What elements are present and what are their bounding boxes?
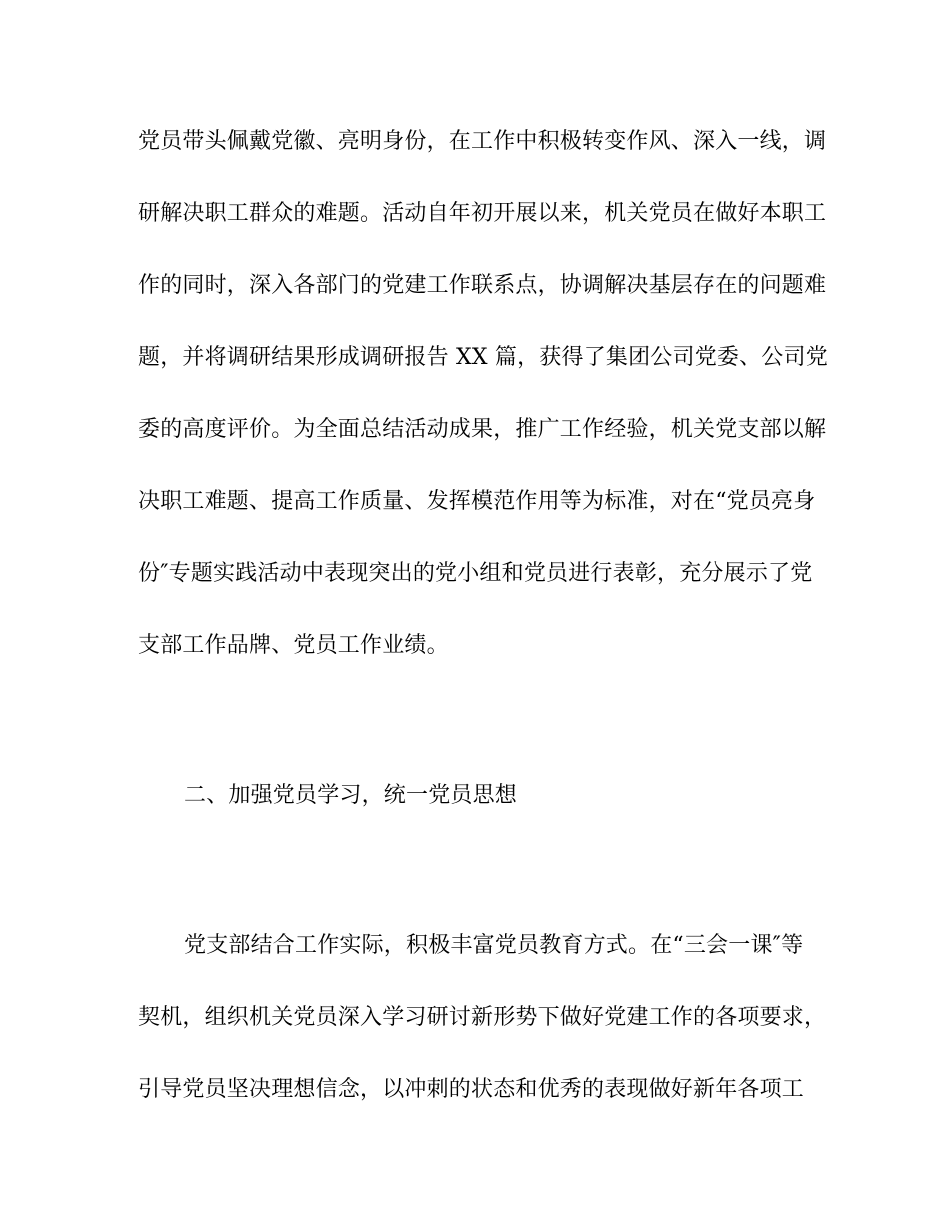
paragraph-1-line-6: 决职工难题、提高工作质量、发挥模范作用等为标准，对在“党员亮身 [138,489,816,514]
paragraph-1-line-1: 党员带头佩戴党徽、亮明身份，在工作中积极转变作风、深入一线，调 [138,129,827,154]
paragraph-2-line-3: 引导党员坚决理想信念，以冲刺的状态和优秀的表现做好新年各项工 [138,1077,805,1102]
paragraph-1-line-8: 支部工作品牌、党员工作业绩。 [138,633,449,658]
paragraph-2-line-1: 党支部结合工作实际，积极丰富党员教育方式。在“三会一课″等 [184,933,804,958]
paragraph-1-line-2: 研解决职工群众的难题。活动自年初开展以来，机关党员在做好本职工 [138,201,827,226]
section-heading-2: 二、加强党员学习，统一党员思想 [184,783,518,808]
paragraph-1-line-5: 委的高度评价。为全面总结活动成果，推广工作经验，机关党支部以解 [138,417,827,442]
paragraph-1-line-3: 作的同时，深入各部门的党建工作联系点，协调解决基层存在的问题难 [138,273,827,298]
paragraph-1-line-4: 题，并将调研结果形成调研报告 XX 篇，获得了集团公司党委、公司党 [138,345,828,370]
paragraph-2-line-2: 契机，组织机关党员深入学习研讨新形势下做好党建工作的各项要求， [138,1005,827,1030]
paragraph-1-line-7: 份″专题实践活动中表现突出的党小组和党员进行表彰，充分展示了党 [138,561,813,586]
